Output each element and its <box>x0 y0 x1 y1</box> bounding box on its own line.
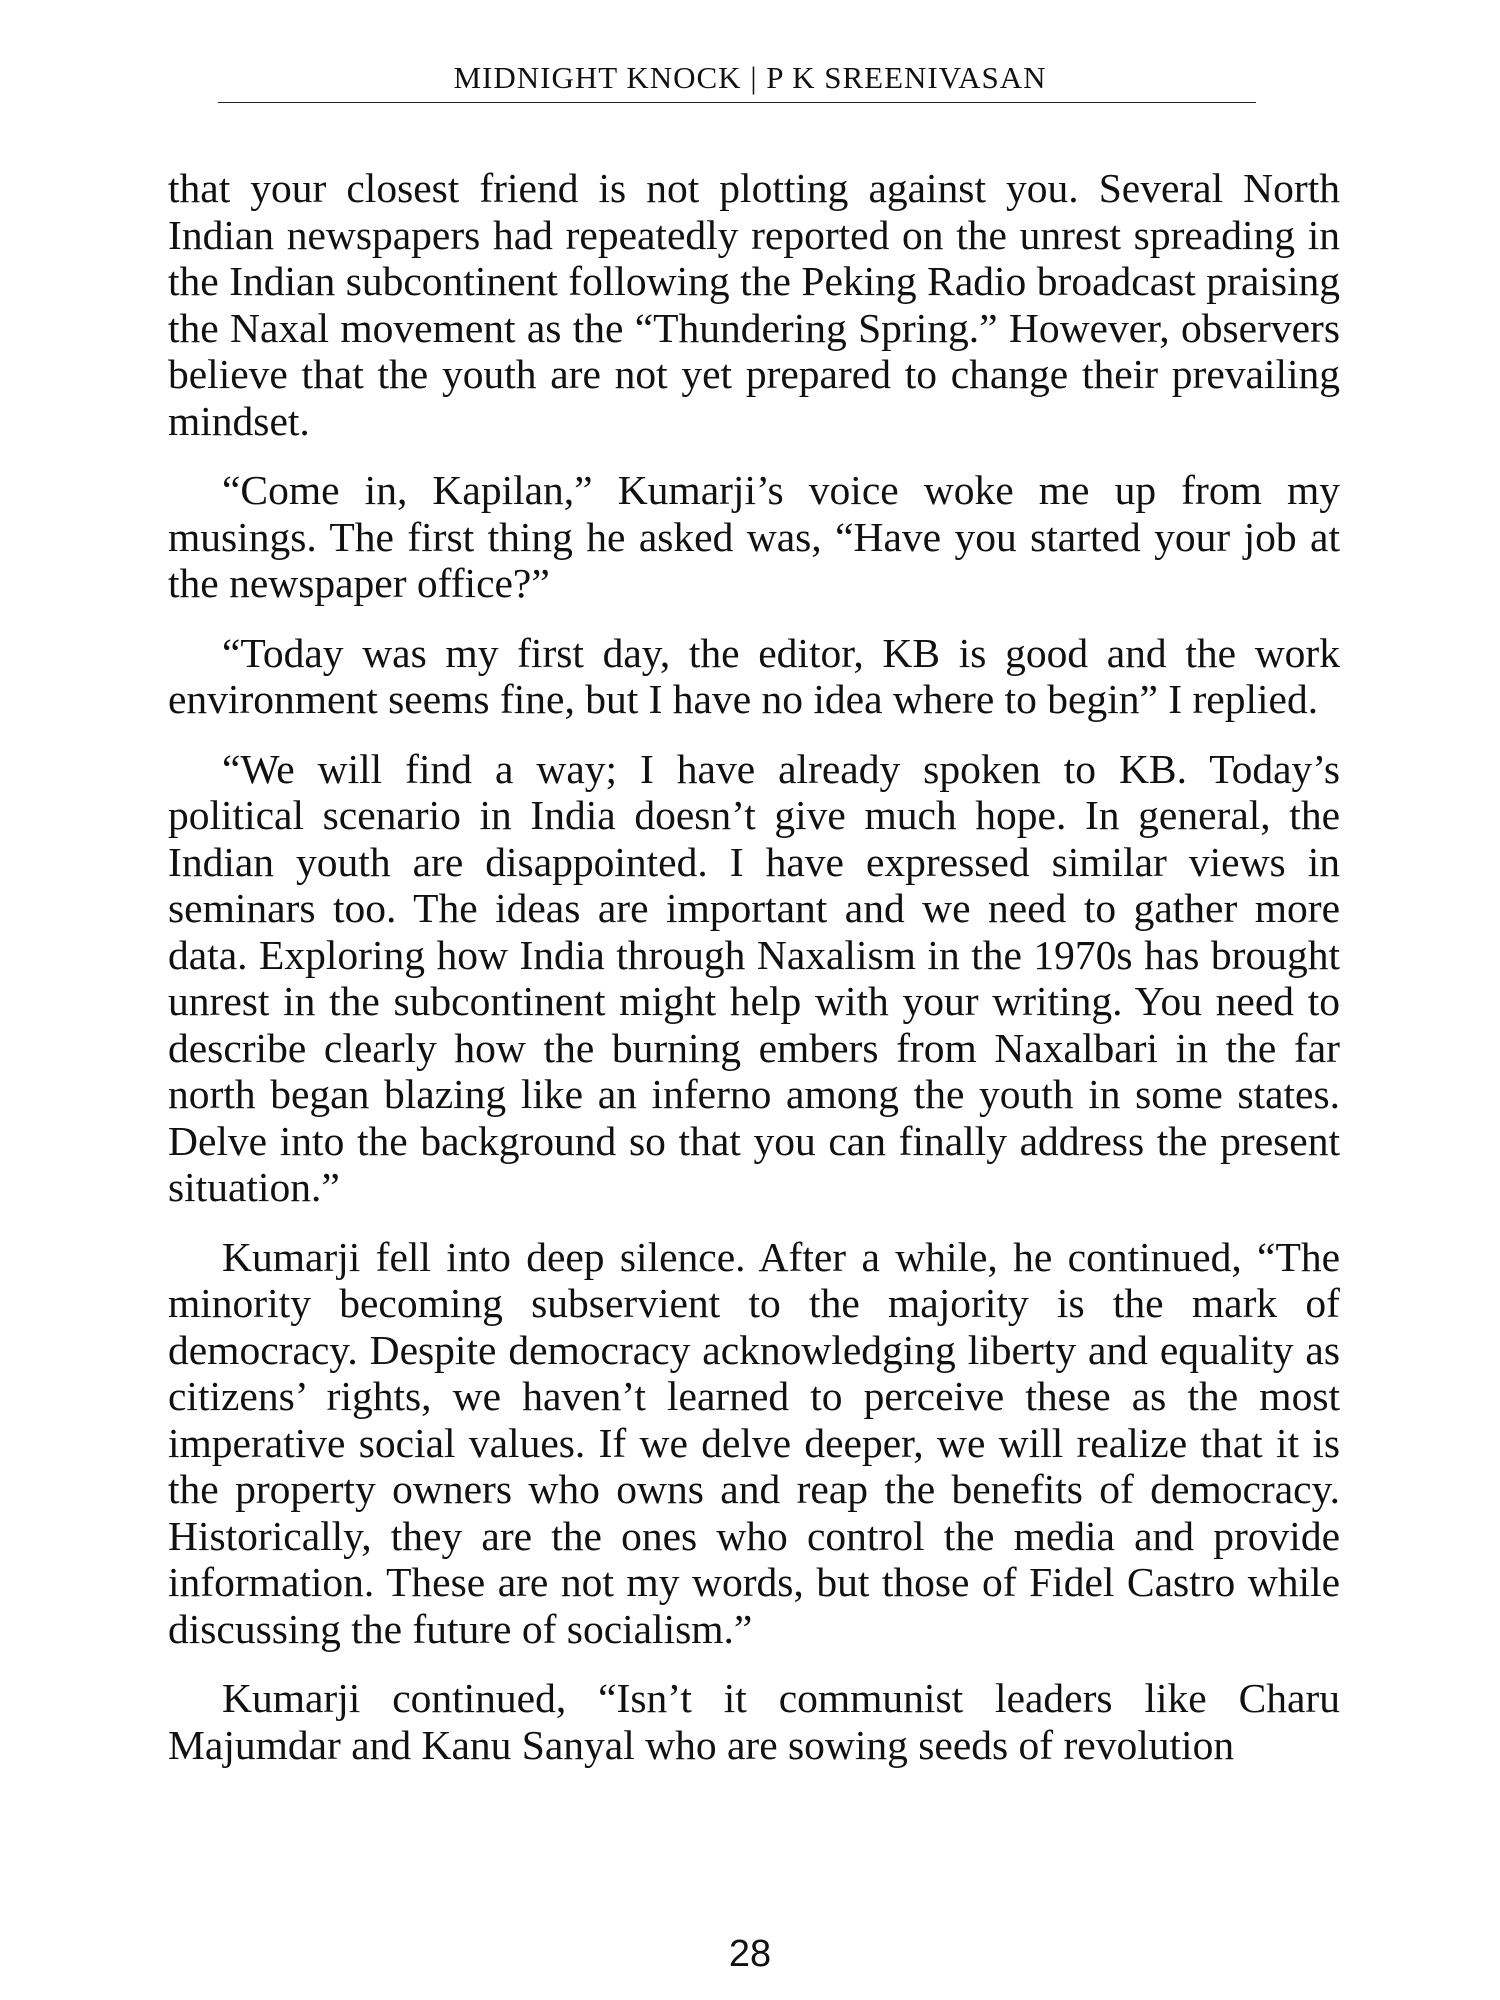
paragraph-continued: that your closest friend is not plotting against you. Several North Indian newspapers had repeatedly reported on the unrest spreading in the Indian subcontinent following the Peking Radio broadcast praising the Naxal movement as the “Thundering Spring.” However, observers believe that the youth are not yet prepared to change their prevailing mindset. <box>168 165 1340 444</box>
body-text <box>168 165 1340 1791</box>
paragraph-kapilan-greeting: “Come in, Kapilan,” Kumarji’s voice woke me up from my musings. The first thing he asked was, “Have you started your job at the newspaper office?” <box>168 467 1340 606</box>
paragraph-first-day-reply: “Today was my first day, the editor, KB is good and the work environment seems fine, but I have no idea where to begin” I replied. <box>168 629 1340 722</box>
paragraph-political-scenario: “We will find a way; I have already spoken to KB. Today’s political scenario in India doesn’t give much hope. In general, the Indian youth are disappointed. I have expressed similar views in seminars too. The ideas are important and we need to gather more data. Exploring how India through Naxalism in the 1970s has brought unrest in the subcontinent might help with your writing. You need to describe clearly how the burning embers from Naxalbari in the far north began blazing like an inferno among the youth in some states. Delve into the background so that you can finally address the present situation.” <box>168 745 1340 1210</box>
header-rule <box>218 102 1256 103</box>
paragraph-democracy: Kumarji fell into deep silence. After a while, he continued, “The minority becoming subservient to the majority is the mark of democracy. Despite democracy acknowledging liberty and equality as citizens’ rights, we haven’t learned to perceive these as the most imperative social values. If we delve deeper, we will realize that it is the property owners who owns and reap the benefits of democracy. Historically, they are the ones who control the media and provide information. These are not my words, but those of Fidel Castro while discussing the future of socialism.” <box>168 1233 1340 1652</box>
running-head: MIDNIGHT KNOCK | P K SREENIVASAN <box>453 60 1047 95</box>
page-number: 28 <box>728 1933 772 1975</box>
paragraph-communist-leaders: Kumarji continued, “Isn’t it communist leaders like Charu Majumdar and Kanu Sanyal who are sowing seeds of revolution <box>168 1675 1340 1768</box>
